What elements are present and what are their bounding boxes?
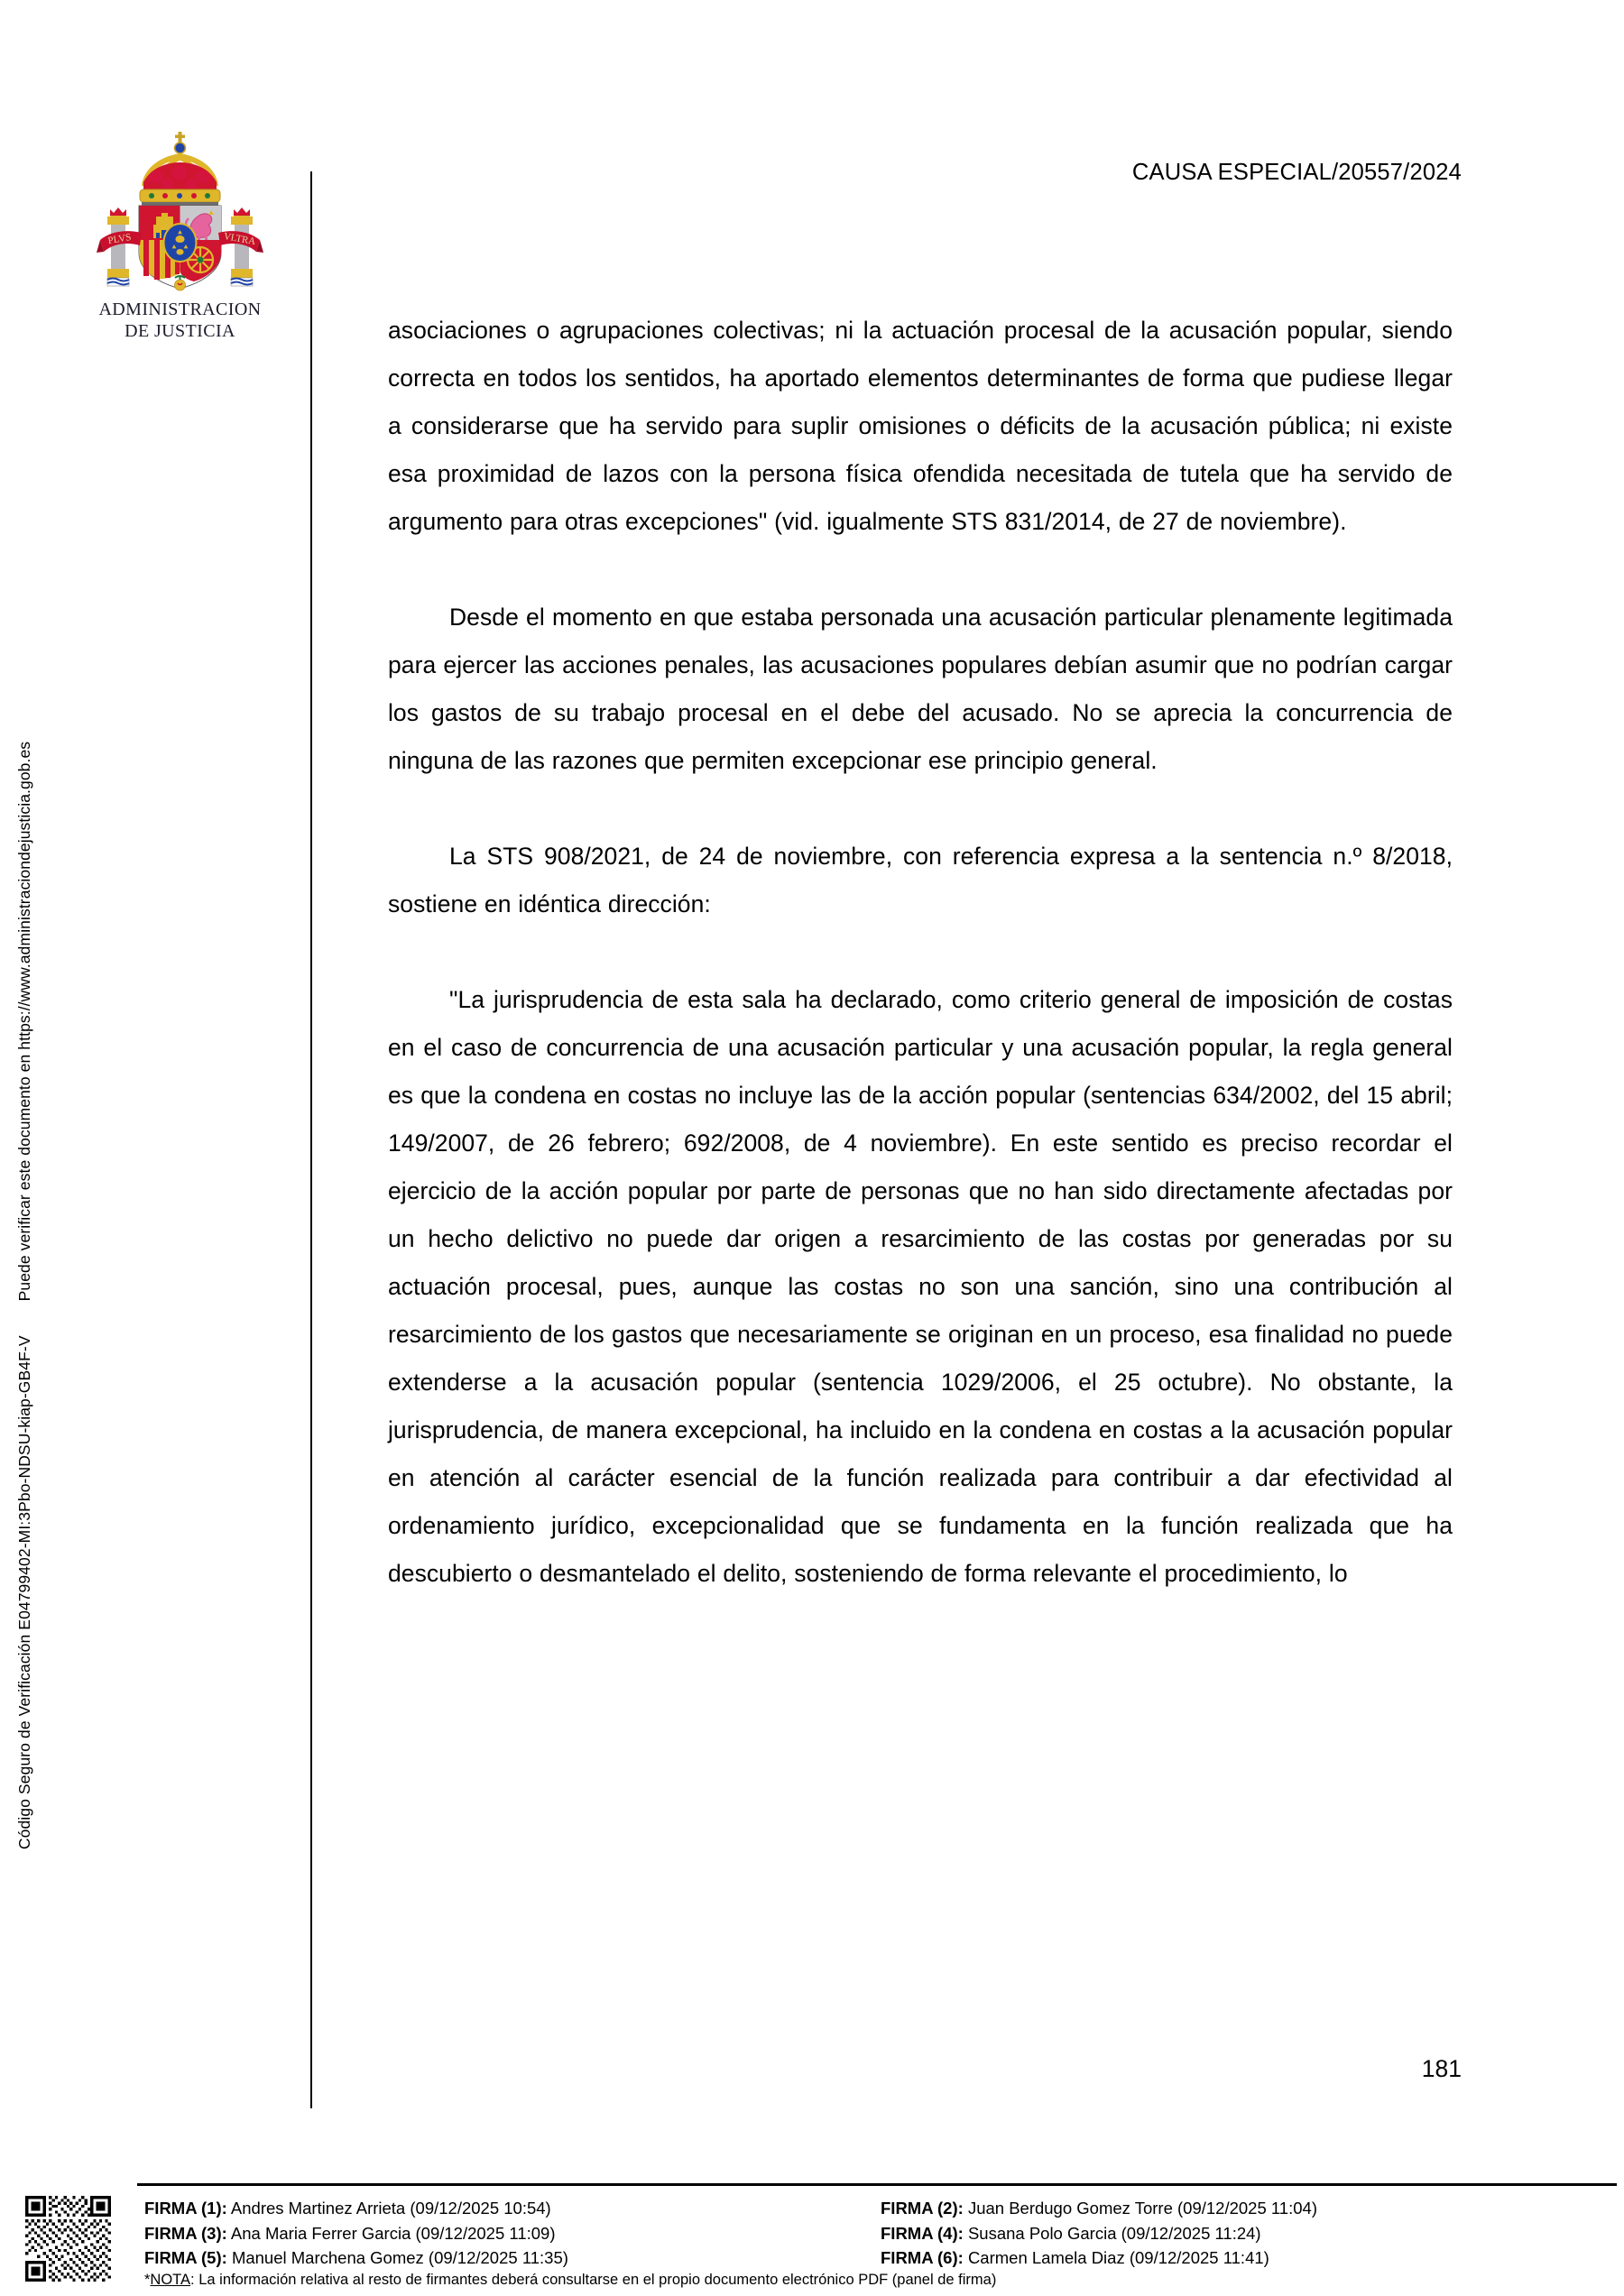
- signature-label-1: FIRMA (1):: [144, 2199, 227, 2218]
- bourbon-inescutcheon: [164, 224, 197, 262]
- verification-margin-strip: [14, 0, 54, 2147]
- footer-note-prefix: *: [144, 2272, 151, 2288]
- signature-item-4: [881, 2221, 1617, 2246]
- signature-row: [144, 2221, 1617, 2246]
- footer-divider-rule: [137, 2183, 1617, 2186]
- motto-left-text: PLVS: [106, 231, 133, 247]
- paragraph-4: "La jurisprudencia de esta sala ha declarado, como criterio general de imposición de costas en el caso de concurrencia de una acusación particular y una acusación popular, la regla general es que la condena en costas no incluye las de la acción popular (sentencias 634/2002, del 15 abril; 149/2007, de 26 febrero; 692/2008, de 4 noviembre). En este sentido es preciso recordar el ejercicio de la acción popular por parte de personas que no han sido directamente afectadas por un hecho delictivo no puede dar origen a resarcimiento de las costas por generadas por su actuación procesal, pues, aunque las costas no son una sanción, sino una contribución al resarcimiento de los gastos que necesariamente se originan en un proceso, esa finalidad no puede extenderse a la acusación popular (sentencia 1029/2006, el 25 octubre). No obstante, la jurisprudencia, de manera excepcional, ha incluido en la condena en costas a la acusación popular en atención al carácter esencial de la función realizada para contribuir a dar efectividad al ordenamiento jurídico, excepcionalidad que se fundamenta en la función realizada que ha descubierto o desmantelado el delito, sosteniendo de forma relevante el procedimiento, lo: [388, 986, 1453, 1587]
- verification-code-text: [15, 742, 34, 1849]
- margin-divider-rule: [310, 171, 312, 2108]
- emblem-label-line1: ADMINISTRACION: [98, 300, 262, 319]
- signature-value-1: Andres Martinez Arrieta (09/12/2025 10:54): [230, 2199, 551, 2218]
- signature-value-6: Carmen Lamela Diaz (09/12/2025 11:41): [967, 2248, 1269, 2267]
- document-body: [388, 307, 1453, 1598]
- page-number: 181: [1421, 2055, 1462, 2082]
- signature-row: [144, 2245, 1617, 2271]
- signature-item-1: [144, 2196, 881, 2221]
- qr-code-icon: [25, 2196, 111, 2282]
- motto-right-text: VLTRA: [222, 231, 257, 248]
- verification-code-label: Código Seguro de Verificación E04799402-MI:3Pbo-NDSU-kiap-GB4F-V: [15, 1335, 33, 1849]
- paragraph-2: Desde el momento en que estaba personada una acusación particular plenamente legitimada para ejercer las acciones penales, las acusaciones populares debían asumir que no podrían cargar los gastos de su trabajo procesal en el debe del acusado. No se aprecia la concurrencia de ninguna de las razones que permiten excepcionar ese principio general.: [388, 604, 1453, 774]
- paragraph-1: asociaciones o agrupaciones colectivas; ni la actuación procesal de la acusación popular, siendo correcta en todos los sentidos, ha aportado elementos determinantes de forma que pudiese llegar a considerarse que ha servido para suplir omisiones o déficits de la acusación pública; ni existe esa proximidad de lazos con la persona física ofendida necesitada de tutela que ha servido de argumento para otras excepciones" (vid. igualmente STS 831/2014, de 27 de noviembre).: [388, 317, 1453, 535]
- signature-row: [144, 2196, 1617, 2221]
- signature-value-5: Manuel Marchena Gomez (09/12/2025 11:35): [231, 2248, 568, 2267]
- signature-item-6: [881, 2245, 1617, 2271]
- verification-url-text: Puede verificar este documento en https://www.administraciondejusticia.gob.es: [15, 741, 33, 1302]
- signature-label-2: FIRMA (2):: [881, 2199, 964, 2218]
- emblem-label-line2: DE JUSTICIA: [125, 320, 235, 341]
- signature-label-4: FIRMA (4):: [881, 2223, 964, 2243]
- signature-label-6: FIRMA (6):: [881, 2248, 964, 2267]
- footer-note-keyword: NOTA: [150, 2272, 191, 2288]
- case-reference-header: CAUSA ESPECIAL/20557/2024: [1131, 160, 1462, 185]
- signature-item-2: [881, 2196, 1617, 2221]
- signature-item-3: [144, 2221, 881, 2246]
- signature-value-2: Juan Berdugo Gomez Torre (09/12/2025 11:04): [967, 2199, 1317, 2218]
- signature-footer: [0, 2172, 1624, 2296]
- signature-value-4: Susana Polo Garcia (09/12/2025 11:24): [967, 2223, 1261, 2243]
- crown-icon: [140, 132, 220, 207]
- paragraph-3: La STS 908/2021, de 24 de noviembre, con referencia expresa a la sentencia n.º 8/2018, sostiene en idéntica dirección:: [388, 843, 1453, 917]
- footer-note: [144, 2272, 996, 2289]
- emblem-block: [83, 126, 277, 342]
- emblem-label: [83, 300, 277, 342]
- shield-icon: [139, 206, 221, 290]
- spain-coat-of-arms-icon: [88, 126, 272, 298]
- signature-label-3: FIRMA (3):: [144, 2223, 227, 2243]
- signature-list: [144, 2196, 1617, 2271]
- pomegranate-charge: [175, 275, 186, 290]
- signature-value-3: Ana Maria Ferrer Garcia (09/12/2025 11:09): [230, 2223, 556, 2243]
- footer-note-text: : La información relativa al resto de firmantes deberá consultarse en el propio documento electrónico PDF (panel de firma): [190, 2272, 997, 2288]
- signature-item-5: [144, 2245, 881, 2271]
- signature-label-5: FIRMA (5):: [144, 2248, 227, 2267]
